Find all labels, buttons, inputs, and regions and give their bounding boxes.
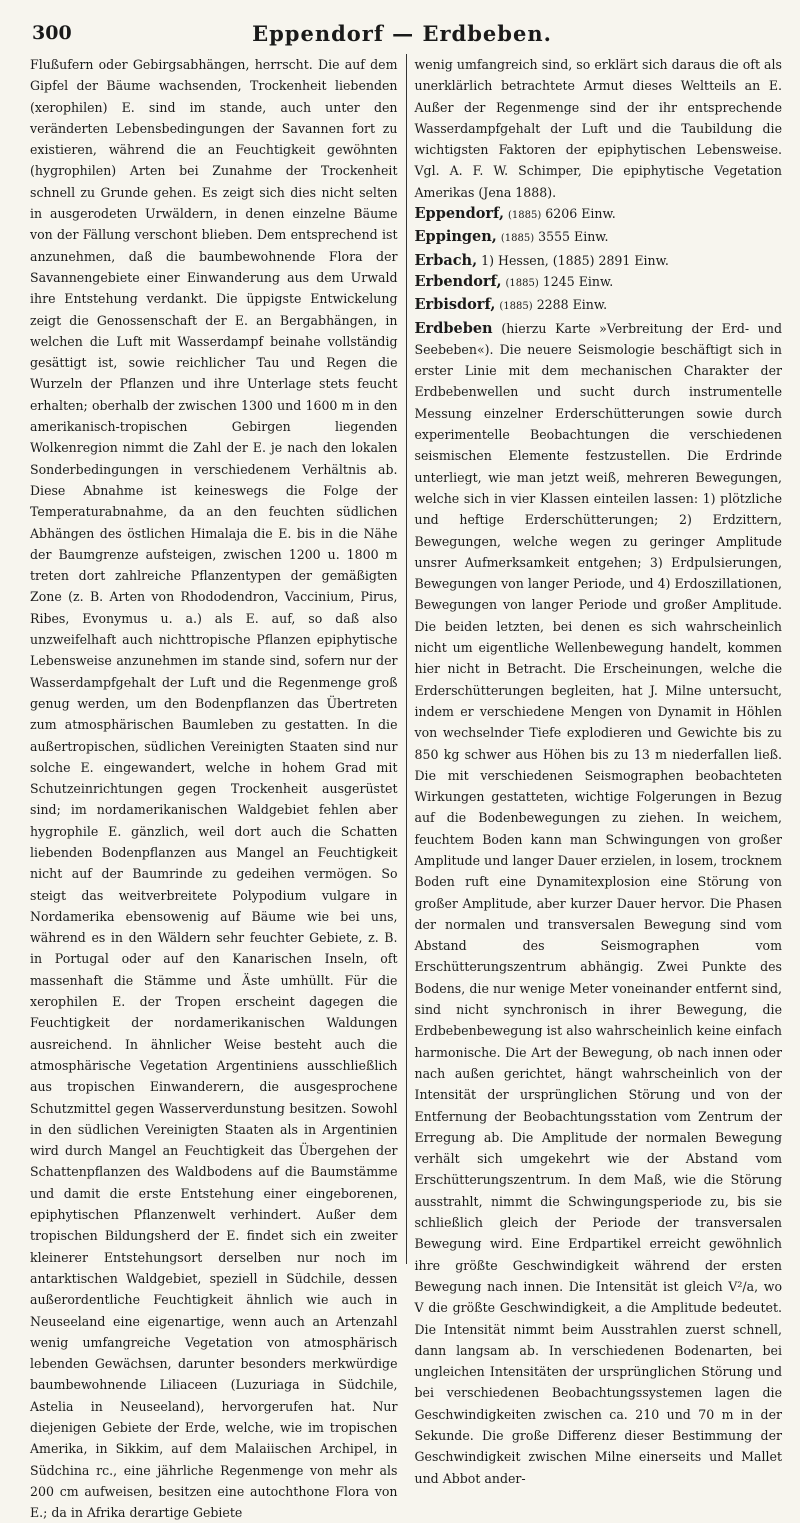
text-columns xyxy=(30,54,782,1521)
entry-erdbeben xyxy=(415,318,783,1489)
headword: Erbach, xyxy=(414,251,478,269)
headword: Erbendorf, xyxy=(414,272,502,290)
entry-eppingen xyxy=(415,226,783,249)
entry-erbendorf xyxy=(415,271,783,294)
headword: Erdbeben xyxy=(414,319,493,337)
entry-erbisdorf xyxy=(415,294,783,317)
headword: Eppendorf, xyxy=(414,205,505,223)
headword: Eppingen, xyxy=(414,228,497,246)
entry-year: (1885) xyxy=(505,277,539,289)
page-header xyxy=(32,16,772,50)
headword: Erbisdorf, xyxy=(414,296,496,314)
entry-year: (1885) xyxy=(500,233,535,245)
page-number: 300 xyxy=(32,22,72,44)
entry-erbach xyxy=(415,250,783,271)
entry-text: 3555 Einw. xyxy=(538,229,609,245)
entry-text: (hierzu Karte »Verbreitung der Erd- und Seebeben«). Die neuere Seismologie beschäftigt sich in erster Linie mit dem mechanischen Charakter der Erdbebenwellen und sucht durch instrumentelle Messung einzelner Erderschütterungen sowie durch experimentelle Beobachtungen die verschiedenen seismischen Elemente festzustellen. Die Erdrinde unterliegt, wie man jetzt weiß, mehreren Bewegungen, welche sich in vier Klassen einteilen lassen: 1) plötzliche und heftige Erderschütterungen; 2) Erdzittern, Bewegungen, welche wegen zu geringer Amplitude unsrer Aufmerksamkeit entgehen; 3) Erdpulsierungen, Bewegungen von langer Periode, und 4) Erdoszillationen, Bewegungen von langer Periode und großer Amplitude. Die beiden letzten, bei denen es sich wahrscheinlich nicht um eigentliche Wellenbewegung handelt, kommen hier nicht in Betracht. Die Erscheinungen, welche die Erderschütterungen begleiten, hat J. Milne untersucht, indem er verschiedene Mengen von Dynamit in Höhlen von wechselnder Tiefe explodieren und Gewichte bis zu 850 kg schwer aus Höhen bis zu 13 m niederfallen ließ. Die mit verschiedenen Seismographen beobachteten Wirkungen gestatteten, wichtige Folgerungen in Bezug auf die Bodenbewegungen zu ziehen. In weichem, feuchtem Boden kann man Schwingungen von großer Amplitude und langer Dauer erzielen, in losem, trocknem Boden ruft eine Dynamitexplosion eine Störung von großer Amplitude, aber kurzer Dauer hervor. Die Phasen der normalen und transversalen Bewegung sind vom Abstand des Seismographen vom Erschütterungszentrum abhängig. Zwei Punkte des Bodens, die nur wenige Meter voneinander entfernt sind, sind nicht synchronisch in ihrer Bewegung, die Erdbebenbewegung ist also wahrscheinlich keine einfach harmonische. Die Art der Bewegung, ob nach innen oder nach außen gerichtet, hängt wahrscheinlich von der Intensität der ursprünglichen Störung und von der Entfernung der Beobachtungsstation vom Zentrum der Erregung ab. Die Amplitude der normalen Bewegung verhält sich umgekehrt wie der Abstand vom Erschütterungszentrum. In dem Maß, wie die Störung ausstrahlt, nimmt die Schwingungsperiode zu, bis sie schließlich gleich der Periode der transversalen Bewegung wird. Eine Erdpartikel erreicht gewöhnlich ihre größte Geschwindigkeit während der ersten Bewegung nach innen. Die Intensität ist gleich V²/a, wo V die größte Geschwindigkeit, a die Amplitude bedeutet. Die Intensität nimmt beim Ausstrahlen zuerst schnell, dann langsam ab. In verschiedenen Bodenarten, bei ungleichen Intensitäten der ursprünglichen Störung und bei verschiedenen Beobachtungssystemen lagen die Geschwindigkeiten zwischen ca. 210 und 70 m in der Sekunde. Die große Differenz dieser Bestimmung der Geschwindigkeit zwischen Milne einerseits und Mallet und Abbot ander- xyxy=(414,320,782,1486)
left-column xyxy=(30,54,406,1521)
entry-year: (1885) xyxy=(508,210,542,222)
entry-year: (1885) xyxy=(499,301,533,313)
right-intro-paragraph: wenig umfangreich sind, so erklärt sich daraus die oft als unerklärlich betrachtete Armut dieses Weltteils an E. Außer der Regenmenge sind der ihr entsprechende Wasserdampfgehalt der Luft und die Taubildung die wichtigsten Faktoren der epiphytischen Lebensweise. Vgl. A. F. W. Schimper, Die epiphytische Vegetation Amerikas (Jena 1888). xyxy=(414,57,782,200)
entry-text: 1245 Einw. xyxy=(542,273,614,289)
entry-text: 2288 Einw. xyxy=(536,297,608,313)
left-paragraph: Flußufern oder Gebirgsabhängen, herrscht. Die auf dem Gipfel der Bäume wachsenden, Trockenheit liebenden (xerophilen) E. sind im stande, auch unter den veränderten Lebensbedingungen der Savannen fort zu existieren, während die an Feuchtigkeit gewöhnten (hygrophilen) Arten bei Zunahme der Trockenheit schnell zu Grunde gehen. Es zeigt sich dies nicht selten in ausgerodeten Urwäldern, in denen einzelne Bäume von der Fällung verschont blieben. Dem entsprechend ist anzunehmen, daß die baumbewohnende Flora der Savannengebiete einer Einwanderung aus dem Urwald ihre Entstehung verdankt. Die üppigste Entwickelung zeigt die Genossenschaft der E. an Bergabhängen, in welchen die Luft mit Wasserdampf beinahe vollständig gesättigt ist, sowie reichlicher Tau und Regen die Wurzeln der Pflanzen und ihre Unterlage stets feucht erhalten; oberhalb der zwischen 1300 und 1600 m in den amerikanisch-tropischen Gebirgen liegenden Wolkenregion nimmt die Zahl der E. je nach den lokalen Sonderbedingungen in verschiedenem Verhältnis ab. Diese Abnahme ist keineswegs die Folge der Temperaturabnahme, da an den feuchten südlichen Abhängen des östlichen Himalaja die E. bis in die Nähe der Baumgrenze aufsteigen, zwischen 1200 u. 1800 m treten dort zahlreiche Pflanzentypen der gemäßigten Zone (z. B. Arten von Rhododendron, Vaccinium, Pirus, Ribes, Evonymus u. a.) als E. auf, so daß also unzweifelhaft auch nichttropische Pflanzen epiphytische Lebensweise anzunehmen im stande sind, sofern nur der Wasserdampfgehalt der Luft und die Regenmenge groß genug werden, um den Bodenpflanzen das Übertreten zum atmosphärischen Baumleben zu gestatten. In die außertropischen, südlichen Vereinigten Staaten sind nur solche E. eingewandert, welche in hohem Grad mit Schutzeinrichtungen gegen Trockenheit ausgerüstet sind; im nordamerikanischen Waldgebiet fehlen aber hygrophile E. gänzlich, weil dort auch die Schatten liebenden Bodenpflanzen aus Mangel an Feuchtigkeit nicht auf der Baumrinde zu gedeihen vermögen. So steigt das weitverbreitete Polypodium vulgare in Nordamerika ebensowenig auf Bäume wie bei uns, während es in den Wäldern sehr feuchter Gebiete, z. B. in Portugal oder auf den Kanarischen Inseln, oft massenhaft die Stämme und Äste umhüllt. Für die xerophilen E. der Tropen erscheint dagegen die Feuchtigkeit der nordamerikanischen Waldungen ausreichend. In ähnlicher Weise besteht auch die atmosphärische Vegetation Argentiniens ausschließlich aus tropischen Einwanderern, die ausgesprochene Schutzmittel gegen Wasserverdunstung besitzen. Sowohl in den südlichen Vereinigten Staaten als in Argentinien wird durch Mangel an Feuchtigkeit das Übergehen der Schattenpflanzen des Waldbodens auf die Baumstämme und damit die erste Entstehung einer eingeborenen, epiphytischen Pflanzenwelt verhindert. Außer dem tropischen Bildungsherd der E. findet sich ein zweiter kleinerer Entstehungsort derselben nur noch im antarktischen Waldgebiet, speziell in Südchile, dessen außerordentliche Feuchtigkeit ähnlich wie auch in Neuseeland eine eigenartige, wenn auch an Artenzahl wenig umfangreiche Vegetation von atmosphärisch lebenden Gewächsen, darunter besonders merkwürdige baumbewohnende Liliaceen (Luzuriaga in Südchile, Astelia in Neuseeland), hervorgerufen hat. Nur diejenigen Gebiete der Erde, welche, wie im tropischen Amerika, in Sikkim, auf dem Malaiischen Archipel, in Südchina rc., eine jährliche Regenmenge von mehr als 200 cm aufweisen, besitzen eine autochthone Flora von E.; da in Afrika derartige Gebiete xyxy=(30,57,398,1521)
entry-eppendorf xyxy=(415,203,783,226)
entry-text: 6206 Einw. xyxy=(545,206,616,222)
right-column xyxy=(407,54,783,1486)
entry-text: 1) Hessen, (1885) 2891 Einw. xyxy=(481,252,669,268)
running-head: Eppendorf — Erdbeben. xyxy=(252,20,552,46)
